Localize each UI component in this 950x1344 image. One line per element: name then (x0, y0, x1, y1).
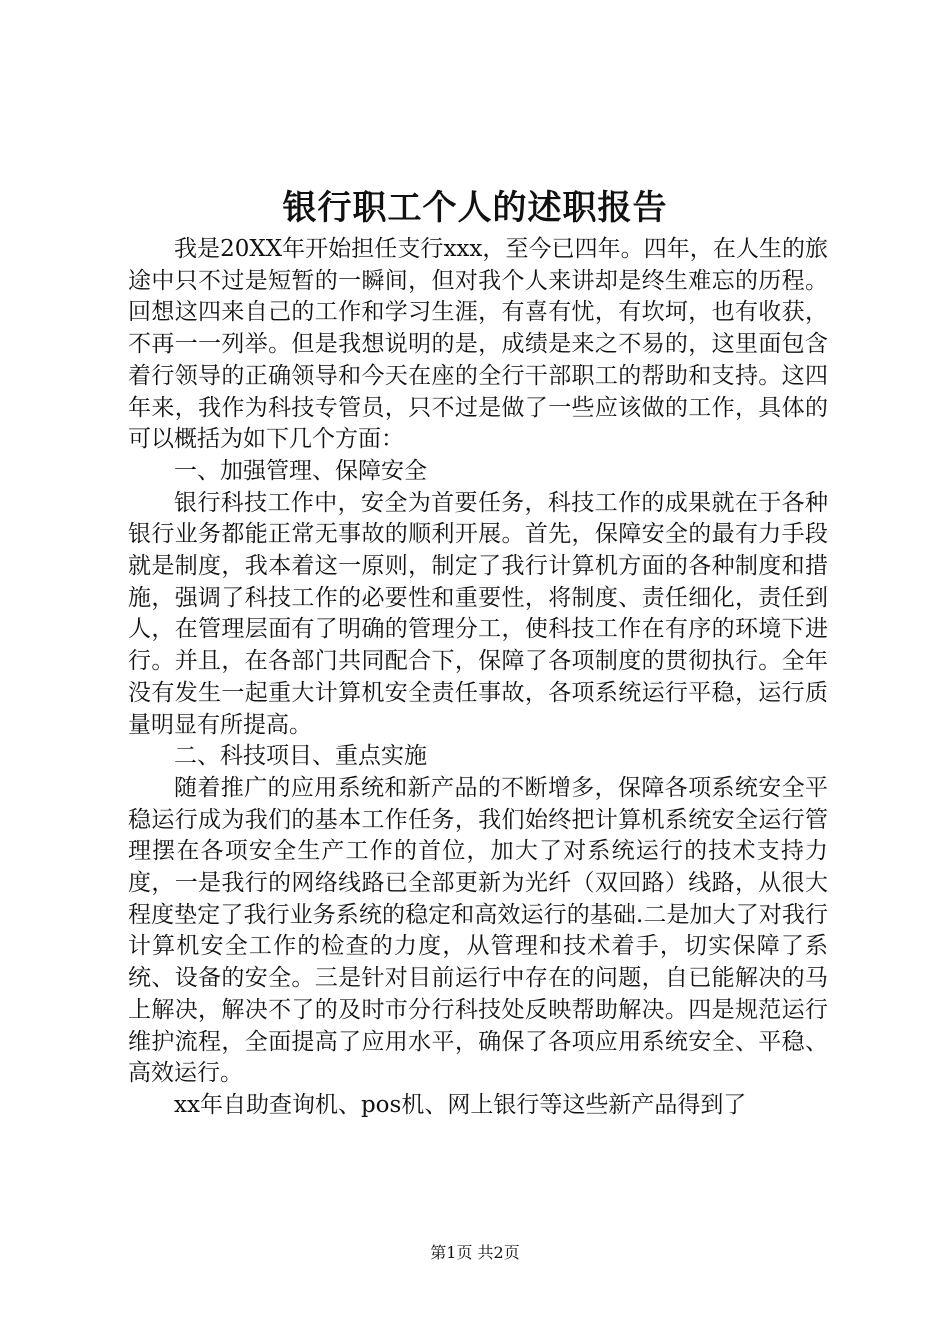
page-footer: 第1页 共2页 (430, 1243, 520, 1262)
section-heading-2: 二、科技项目、重点实施 (174, 743, 427, 770)
document-body (128, 234, 828, 1122)
document-title: 银行职工个人的述职报告 (282, 188, 668, 228)
section-heading-1: 一、加强管理、保障安全 (174, 457, 427, 484)
paragraph-security: 银行科技工作中，安全为首要任务，科技工作的成果就在于各种银行业务都能正常无事故的顺利开展。首先，保障安全的最有力手段就是制度，我本着这一原则，制定了我行计算机方面的各种制度和措施，强调了科技工作的必要性和重要性，将制度、责任细化，责任到人，在管理层面有了明确的管理分工，使科技工作在有序的环境下进行。并且，在各部门共同配合下，保障了各项制度的贯彻执行。全年没有发生一起重大计算机安全责任事故，各项系统运行平稳，运行质量明显有所提高。 (128, 489, 828, 738)
paragraph-intro: 我是20XX年开始担任支行xxx，至今已四年。四年，在人生的旅途中只不过是短暂的一瞬间，但对我个人来讲却是终生难忘的历程。回想这四来自己的工作和学习生涯，有喜有忧，有坎坷，也有收获，不再一一列举。但是我想说明的是，成绩是来之不易的，这里面包含着行领导的正确领导和今天在座的全行干部职工的帮助和支持。这四年来，我作为科技专管员，只不过是做了一些应该做的工作，具体的可以概括为如下几个方面： (128, 236, 828, 453)
paragraph-new-products: xx年自助查询机、pos机、网上银行等这些新产品得到了 (174, 1091, 747, 1118)
paragraph-projects: 随着推广的应用系统和新产品的不断增多，保障各项系统安全平稳运行成为我们的基本工作任务，我们始终把计算机系统安全运行管理摆在各项安全生产工作的首位，加大了对系统运行的技术支持力度，一是我行的网络线路已全部更新为光纤（双回路）线路，从很大程度垫定了我行业务系统的稳定和高效运行的基础.二是加大了对我行计算机安全工作的检查的力度，从管理和技术着手，切实保障了系统、设备的安全。三是针对目前运行中存在的问题，自已能解决的马上解决，解决不了的及时市分行科技处反映帮助解决。四是规范运行维护流程，全面提高了应用水平，确保了各项应用系统安全、平稳、高效运行。 (128, 774, 828, 1087)
